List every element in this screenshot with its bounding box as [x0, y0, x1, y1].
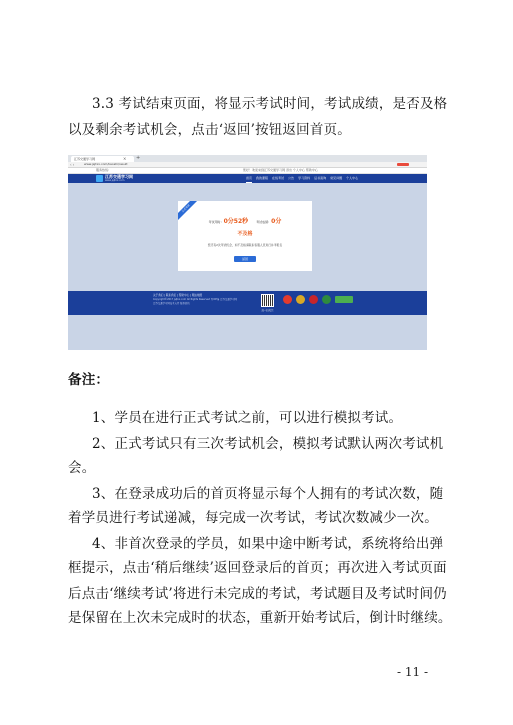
note-item-4-line-1: 4、非首次登录的学员，如果中途中断考试，系统将给出弹 — [92, 536, 444, 552]
nav-item-certificate[interactable]: 证书查询 — [314, 176, 327, 180]
score-unit: 分 — [275, 218, 282, 225]
footer-links[interactable]: 关于我们 | 联系我们 | 帮助中心 | 网站地图 — [153, 294, 203, 297]
nav-item-notice[interactable]: 公告 — [288, 176, 295, 180]
footer-copyright: Copyright©2017 jsjtxx.com All Rights Reserved 苏ICP备 江苏交通学习网 — [153, 298, 237, 301]
qr-label: 扫一扫关注 — [261, 309, 274, 312]
note-item-1: 1、学员在进行正式考试之前，可以进行模拟考试。 — [92, 410, 403, 426]
exam-type-ribbon: 正式考试 — [178, 201, 201, 224]
section-line-2: 以及剩余考试机会，点击‘返回’按钮返回首页。 — [68, 122, 351, 138]
police-badge-icon[interactable] — [283, 295, 292, 304]
new-tab-icon[interactable]: + — [136, 155, 141, 161]
extension-badge-icon[interactable] — [397, 163, 409, 166]
note-item-2-line-2: 会。 — [68, 460, 96, 476]
section-line-1: 3.3 考试结束页面，将显示考试时间，考试成绩，是否及格 — [92, 96, 448, 112]
back-forward-icon[interactable]: ‹› — [70, 162, 76, 167]
logo-url: www.jsjtxx.com — [105, 179, 125, 182]
note-item-2-line-1: 2、正式考试只有三次考试机会，模拟考试默认两次考试机 — [92, 436, 444, 452]
security-badge-icon[interactable] — [309, 295, 318, 304]
note-item-4-line-3: 后点击‘继续考试’将进行未完成的考试，考试题目及考试时间仍 — [68, 586, 447, 602]
note-item-3-line-1: 3、在登录成功后的首页将显示每个人拥有的考试次数，随 — [92, 486, 444, 502]
top-links[interactable]: 您好！欢迎来到江苏交通学习网 退出 个人中心 帮助中心 — [243, 168, 318, 172]
hotline-text: 服务热线： — [96, 168, 112, 172]
site-header — [68, 174, 427, 183]
note-item-3-line-2: 着学员进行考试递减，每完成一次考试，考试次数减少一次。 — [68, 510, 438, 526]
time-label: 考试用时： — [208, 220, 224, 224]
result-card — [178, 201, 312, 271]
nav-item-courses[interactable]: 我的课程 — [256, 176, 269, 180]
back-button[interactable]: 返回 — [234, 256, 256, 262]
qr-code-icon — [261, 294, 274, 307]
nav-item-materials[interactable]: 学习资料 — [298, 176, 311, 180]
note-item-4-line-2: 框提示，点击‘稍后继续’返回登录后的首页；再次进入考试页面 — [68, 560, 447, 576]
verified-site-badge-icon[interactable] — [335, 296, 353, 303]
score-label: 考试成绩： — [256, 220, 272, 224]
url-text[interactable]: www.jsjtxx.com/kaoshi/result — [84, 162, 128, 166]
notes-heading: 备注： — [68, 372, 110, 388]
exam-result-screenshot — [68, 155, 427, 350]
note-item-4-line-4: 是保留在上次未完成时的状态，重新开始考试后，倒计时继续。 — [68, 610, 452, 626]
logo-name[interactable]: 江苏交通学习网 — [105, 174, 133, 179]
close-icon[interactable]: × — [123, 156, 127, 161]
logo-icon — [96, 175, 103, 182]
site-footer — [68, 291, 427, 315]
result-summary — [178, 216, 312, 225]
page-number: - 11 - — [397, 665, 429, 679]
browser-tab-bar — [68, 155, 427, 162]
nav-item-faq[interactable]: 常见问题 — [330, 176, 343, 180]
footer-support: 江苏交通学习网技术支持 服务热线 — [153, 302, 190, 305]
remaining-chances-message: 您还有2次考试机会，如不及格请联系客服人员进行补考报名 — [207, 243, 283, 247]
nav-item-home[interactable]: 首页 — [246, 174, 252, 183]
main-nav — [246, 174, 358, 183]
pass-status: 不及格 — [237, 231, 253, 237]
credit-badge-icon[interactable] — [322, 295, 331, 304]
nav-item-profile[interactable]: 个人中心 — [346, 176, 359, 180]
time-value: 0分52秒 — [223, 218, 249, 225]
score-value: 0 — [271, 218, 276, 225]
nav-item-exam[interactable]: 在线考试 — [272, 176, 285, 180]
trust-badge-icon[interactable] — [296, 295, 305, 304]
browser-tab-title: 江苏交通学习网 — [74, 157, 96, 161]
